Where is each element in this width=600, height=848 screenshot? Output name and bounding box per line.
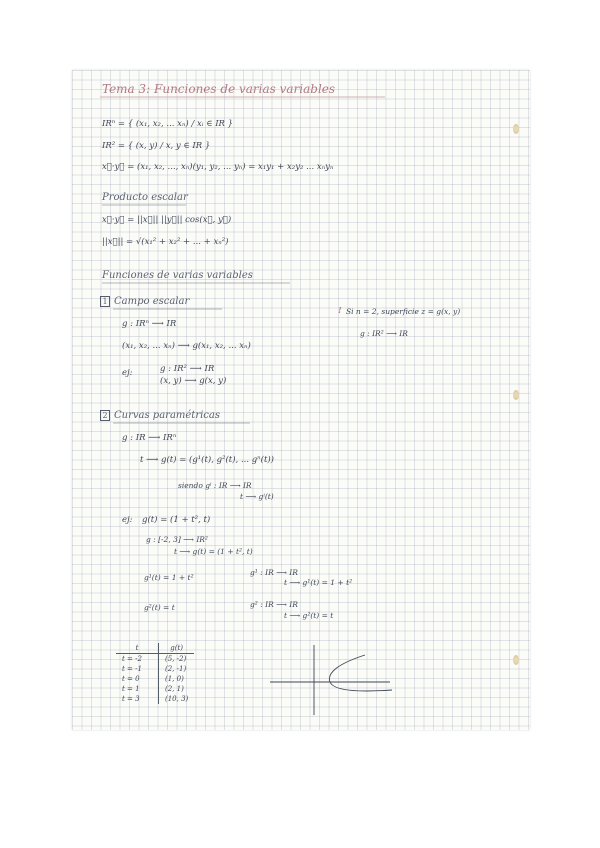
heading-text: Curvas paramétricas <box>114 410 220 421</box>
table-cell: (5, -2) <box>165 655 187 663</box>
formula-line: t ⟶ g(t) = (g¹(t), g²(t), ... gⁿ(t)) <box>140 455 274 465</box>
table-cell: t = 3 <box>116 694 159 704</box>
formula-line: siendo gⁱ : IR ⟶ IR <box>178 481 252 490</box>
note-formula: g : IR² ⟶ IR <box>360 329 408 338</box>
component-map: g¹ : IR ⟶ IR <box>250 568 298 577</box>
table-cell: (2, 1) <box>165 685 184 693</box>
definition-line: IRⁿ = { (x₁, x₂, ... xₙ) / xᵢ ∈ IR } <box>102 119 234 129</box>
table-cell: t = 0 <box>116 674 159 684</box>
section-number: 1 <box>100 296 110 307</box>
formula-line: g : IR² ⟶ IR <box>160 364 215 374</box>
note-text: Si n = 2, superficie z = g(x, y) <box>346 307 461 316</box>
component-map: g² : IR ⟶ IR <box>250 600 298 609</box>
table-header: g(t) <box>159 643 195 654</box>
table-cell: (2, -1) <box>165 665 187 673</box>
example-label: ej: <box>122 368 133 378</box>
table-cell: t = -1 <box>116 664 159 674</box>
formula-line: g : IRⁿ ⟶ IR <box>122 319 177 329</box>
table-cell: t = 1 <box>116 684 159 694</box>
formula-line: ||x⃗|| = √(x₁² + x₂² + ... + xₙ²) <box>102 237 229 247</box>
example-function: g(t) = (1 + t², t) <box>142 515 211 525</box>
component-map: t ⟶ g¹(t) = 1 + t² <box>284 578 353 587</box>
formula-line: x⃗·y⃗ = ||x⃗|| ||y⃗|| cos(x⃗, y⃗) <box>102 215 232 225</box>
table-cell: t = -2 <box>116 654 159 665</box>
component-function: g²(t) = t <box>144 603 175 612</box>
formula-line: (x₁, x₂, ... xₙ) ⟶ g(x₁, x₂, ... xₙ) <box>122 341 251 351</box>
scalar-product-heading: Producto escalar <box>102 192 188 203</box>
formula-line: (x, y) ⟶ g(x, y) <box>160 376 227 386</box>
page-title: Tema 3: Funciones de varias variables <box>102 82 336 96</box>
table-cell: (1, 0) <box>165 675 184 683</box>
formula-line: g : IR ⟶ IRⁿ <box>122 433 177 443</box>
formula-line: t ⟶ g(t) = (1 + t², t) <box>174 547 253 556</box>
heading-text: Campo escalar <box>114 296 190 307</box>
component-function: g¹(t) = 1 + t² <box>144 573 194 582</box>
formula-line: g : [-2, 3] ⟶ IR² <box>146 535 208 544</box>
section-number: 2 <box>100 410 110 421</box>
formula-line: t ⟶ gⁱ(t) <box>240 492 274 501</box>
section-heading: Funciones de varias variables <box>102 270 253 281</box>
parametric-curve-sketch <box>329 655 392 691</box>
definition-line: x⃗·y⃗ = (x₁, x₂, ..., xₙ)(y₁, y₂, ... yₙ) = x₁y₁ + x₂y₂ ... xₙyₙ <box>102 162 334 172</box>
definition-line: IR² = { (x, y) / x, y ∈ IR } <box>102 141 211 151</box>
example-label: ej: <box>122 515 133 525</box>
table-cell: (10, 3) <box>165 695 189 703</box>
note-marker: ! <box>338 306 342 316</box>
component-map: t ⟶ g²(t) = t <box>284 611 334 620</box>
table-header: t <box>116 643 159 654</box>
